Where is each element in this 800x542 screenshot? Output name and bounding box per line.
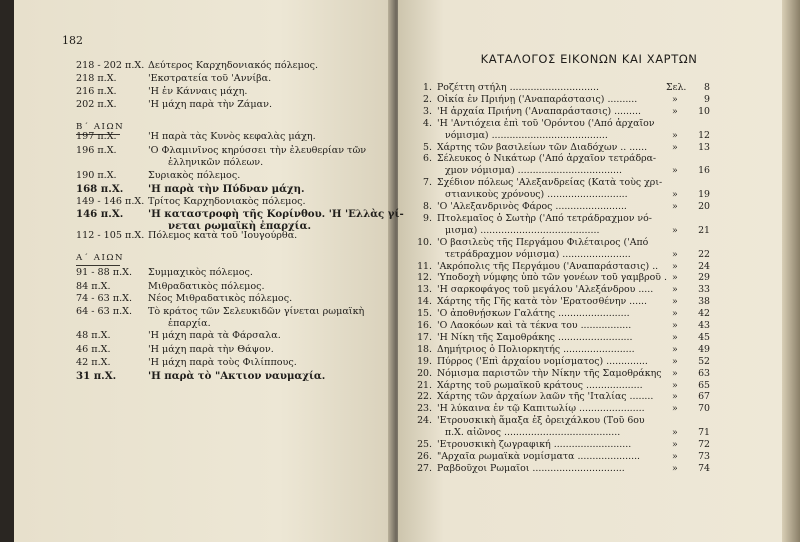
item-page: 74 bbox=[698, 462, 710, 474]
event-text: 'Εκστρατεία τοῦ 'Αννίβα. bbox=[148, 73, 272, 84]
event-date: 168 π.Χ. bbox=[76, 183, 124, 195]
item-title: Πύρρος ('Επὶ ἀρχαίου νομίσματος) .............. bbox=[437, 355, 648, 367]
item-number: 18. bbox=[417, 343, 432, 355]
ditto-mark: » bbox=[672, 462, 678, 474]
catalog-title: ΚΑΤΑΛΟΓΟΣ ΕΙΚΟΝΩΝ ΚΑΙ ΧΑΡΤΩΝ bbox=[480, 52, 698, 66]
item-page: 16 bbox=[698, 165, 710, 177]
item-number: 21. bbox=[417, 379, 432, 391]
item-page: 72 bbox=[698, 439, 710, 450]
item-title: Χάρτης τῶν βασιλείων τῶν Διαδόχων .. ...... bbox=[437, 141, 648, 153]
century-heading: Α΄ ΑΙΩΝ bbox=[76, 253, 124, 263]
event-date: 202 π.Χ. bbox=[76, 99, 117, 110]
item-title: 'Ο Λαοκόων καὶ τὰ τέκνα του ................. bbox=[437, 320, 632, 331]
item-page: 24 bbox=[698, 260, 710, 272]
item-title-continued: μισμα) ........................................ bbox=[445, 224, 600, 236]
item-number: 1. bbox=[423, 82, 432, 93]
item-number: 6. bbox=[423, 153, 432, 165]
item-number: 11. bbox=[417, 260, 432, 272]
event-text: 'Η παρὰ τὴν Πύδναν μάχη. bbox=[148, 183, 305, 195]
event-date: 149 - 146 π.Χ. bbox=[76, 196, 145, 207]
item-title: 'Η Νίκη τῆς Σαμοθράκης ......................... bbox=[437, 331, 633, 343]
item-title: "Αρχαῖα ρωμαϊκὰ νομίσματα ..................... bbox=[437, 450, 641, 462]
item-number: 5. bbox=[423, 141, 432, 153]
ditto-mark: » bbox=[672, 439, 678, 450]
item-number: 27. bbox=[417, 462, 432, 474]
event-text: 'Ο Φλαμινῖνος κηρύσσει τὴν ἐλευθερίαν τῶν bbox=[148, 145, 367, 156]
item-title: 'Η ἀρχαία Πριήνη ('Αναπαράστασις) ......... bbox=[437, 105, 641, 117]
item-number: 2. bbox=[423, 93, 432, 105]
event-date: 64 - 63 π.Χ. bbox=[76, 306, 133, 317]
item-page: 45 bbox=[698, 331, 710, 343]
item-page: 71 bbox=[698, 427, 710, 439]
item-page: 20 bbox=[698, 201, 710, 212]
event-text: Δεύτερος Καρχηδονιακός πόλεμος. bbox=[148, 60, 319, 71]
item-number: 4. bbox=[423, 117, 432, 129]
item-title-continued: στιανικοὺς χρόνους) ........................... bbox=[445, 189, 628, 201]
event-text: 'Η μάχη παρὰ τοὺς Φιλίππους. bbox=[148, 357, 297, 368]
event-text: Τὸ κράτος τῶν Σελευκιδῶν γίνεται ρωμαϊκὴ bbox=[148, 306, 365, 317]
ditto-mark: » bbox=[672, 391, 678, 403]
item-page: 21 bbox=[698, 224, 710, 236]
item-page: 29 bbox=[698, 272, 710, 284]
ditto-mark: » bbox=[672, 284, 678, 296]
item-title: 'Ο ἀποθνῄσκων Γαλάτης ........................ bbox=[437, 308, 630, 320]
item-title: Χάρτης τοῦ ρωμαϊκοῦ κράτους ................... bbox=[437, 379, 643, 391]
event-text: Συριακὸς πόλεμος. bbox=[148, 170, 241, 181]
ditto-mark: » bbox=[672, 165, 678, 177]
item-title: 'Ο βασιλεὺς τῆς Περγάμου Φιλέταιρος ('Από bbox=[437, 236, 649, 248]
event-date: 146 π.Χ. bbox=[76, 208, 124, 220]
event-date: 42 π.Χ. bbox=[76, 357, 111, 368]
item-title: Ραβδοῦχοι Ρωμαῖοι ............................... bbox=[437, 462, 625, 474]
item-title-continued: χμον νόμισμα) ................................... bbox=[445, 165, 622, 177]
item-page: 12 bbox=[698, 129, 710, 141]
event-text: 'Η παρὰ τὸ "Ακτιον ναυμαχία. bbox=[148, 370, 326, 382]
item-page: 13 bbox=[698, 141, 710, 153]
item-page: 63 bbox=[698, 367, 710, 379]
ditto-mark: » bbox=[672, 367, 678, 379]
item-page: 43 bbox=[698, 320, 710, 331]
event-date: 196 π.Χ. bbox=[76, 145, 117, 156]
item-title-continued: π.Χ. αἰῶνος ....................................... bbox=[445, 427, 621, 439]
ditto-mark: » bbox=[672, 379, 678, 391]
item-number: 12. bbox=[417, 272, 432, 284]
item-number: 13. bbox=[417, 284, 432, 296]
item-page: 49 bbox=[698, 343, 710, 355]
item-title: Νόμισμα παριστῶν τὴν Νίκην τῆς Σαμοθράκης bbox=[437, 367, 662, 379]
item-title: 'Ετρουσκικὴ ἅμαξα ἐξ ὀρειχάλκου (Τοῦ 6ου bbox=[437, 415, 645, 427]
event-date: 46 π.Χ. bbox=[76, 344, 111, 355]
item-title: Πτολεμαῖος ὁ Σωτὴρ ('Από τετράδραχμον νό- bbox=[437, 212, 652, 224]
item-page: 70 bbox=[698, 403, 710, 415]
ditto-mark: » bbox=[672, 450, 678, 462]
item-title-continued: τετράδραχμον νόμισμα) ....................... bbox=[445, 248, 631, 260]
ditto-mark: » bbox=[672, 189, 678, 201]
item-title: 'Ο 'Αλεξανδρινὸς Φάρος ........................ bbox=[437, 201, 627, 212]
item-page: 67 bbox=[698, 391, 710, 403]
item-number: 14. bbox=[417, 296, 432, 308]
item-page: 22 bbox=[698, 248, 710, 260]
item-title: Χάρτης τῶν ἀρχαίων λαῶν τῆς 'Ιταλίας ........ bbox=[437, 391, 654, 403]
ditto-mark: » bbox=[672, 105, 678, 117]
item-page: 52 bbox=[698, 355, 710, 367]
event-date: 112 - 105 π.Χ. bbox=[76, 230, 145, 241]
item-page: 8 bbox=[704, 82, 710, 93]
ditto-mark: » bbox=[672, 355, 678, 367]
item-title: 'Ακρόπολις τῆς Περγάμου ('Αναπαράστασις) .. bbox=[437, 260, 659, 272]
item-title: 'Η 'Αντιόχεια ἐπὶ τοῦ 'Ορόντου ('Από ἀρχαῖον bbox=[437, 117, 655, 129]
item-page: 38 bbox=[698, 296, 710, 308]
item-title: Σχέδιον πόλεως 'Αλεξανδρείας (Κατὰ τοὺς χρι- bbox=[437, 177, 663, 189]
event-date: 91 - 88 π.Χ. bbox=[76, 267, 133, 278]
item-page: 19 bbox=[698, 189, 710, 201]
item-title: Οἰκία ἐν Πριήνῃ ('Αναπαράστασις) .......... bbox=[437, 93, 638, 105]
ditto-mark: » bbox=[672, 93, 678, 105]
page-number: 182 bbox=[62, 34, 83, 47]
item-number: 8. bbox=[423, 201, 432, 212]
item-number: 17. bbox=[417, 331, 432, 343]
heading-rule bbox=[76, 265, 120, 266]
event-date: 84 π.Χ. bbox=[76, 281, 111, 292]
item-title: Ροζέττη στήλη .............................. bbox=[437, 82, 600, 93]
item-number: 15. bbox=[417, 308, 432, 320]
event-text: Τρίτος Καρχηδονιακὸς πόλεμος. bbox=[148, 196, 306, 207]
ditto-mark: » bbox=[672, 320, 678, 331]
event-text: 'Η παρὰ τὰς Κυνὸς κεφαλὰς μάχη. bbox=[148, 131, 316, 142]
ditto-mark: » bbox=[672, 272, 678, 284]
page-column-header: Σελ. bbox=[666, 82, 687, 93]
item-number: 3. bbox=[423, 105, 432, 117]
item-page: 33 bbox=[698, 284, 710, 296]
item-number: 24. bbox=[417, 415, 432, 427]
event-text: Μιθραδατικὸς πόλεμος. bbox=[148, 281, 265, 292]
event-date: 190 π.Χ. bbox=[76, 170, 117, 181]
item-number: 19. bbox=[417, 355, 432, 367]
event-text-continued: ἐπαρχία. bbox=[168, 318, 211, 329]
ditto-mark: » bbox=[672, 141, 678, 153]
item-number: 26. bbox=[417, 450, 432, 462]
ditto-mark: » bbox=[672, 248, 678, 260]
ditto-mark: » bbox=[672, 224, 678, 236]
item-page: 9 bbox=[704, 93, 710, 105]
event-date: 197 π.Χ. bbox=[76, 131, 117, 142]
item-title: 'Η σαρκοφάγος τοῦ μεγάλου 'Αλεξάνδρου ..... bbox=[437, 284, 654, 296]
item-title: Χάρτης τῆς Γῆς κατὰ τὸν 'Ερατοσθένην ...... bbox=[437, 296, 648, 308]
event-text: 'Η μάχη παρὰ τὴν Θάψον. bbox=[148, 344, 274, 355]
event-text-continued: ἑλληνικῶν πόλεων. bbox=[168, 157, 264, 168]
ditto-mark: » bbox=[672, 343, 678, 355]
item-number: 23. bbox=[417, 403, 432, 415]
event-date: 218 - 202 π.Χ. bbox=[76, 60, 145, 71]
event-text: 'Η μάχη παρὰ τὰ Φάρσαλα. bbox=[148, 330, 281, 341]
century-heading: Β΄ ΑΙΩΝ bbox=[76, 122, 125, 132]
item-number: 20. bbox=[417, 367, 432, 379]
item-number: 9. bbox=[423, 212, 432, 224]
event-text: Συμμαχικὸς πόλεμος. bbox=[148, 267, 253, 278]
ditto-mark: » bbox=[672, 403, 678, 415]
event-text: 'Η μάχη παρὰ τὴν Ζάμαν. bbox=[148, 99, 273, 110]
item-title: 'Ετρουσκικὴ ζωγραφική .......................... bbox=[437, 439, 632, 450]
page-edge bbox=[782, 0, 800, 542]
ditto-mark: » bbox=[672, 296, 678, 308]
item-title: Δημήτριος ὁ Πολιορκητής ........................ bbox=[437, 343, 635, 355]
ditto-mark: » bbox=[672, 201, 678, 212]
event-date: 74 - 63 π.Χ. bbox=[76, 293, 133, 304]
ditto-mark: » bbox=[672, 427, 678, 439]
item-title: 'Η λύκαινα ἐν τῷ Καπιτωλίῳ ...................... bbox=[437, 403, 645, 415]
item-title: Σέλευκος ὁ Νικάτωρ ('Από ἀρχαῖον τετράδρα- bbox=[437, 153, 657, 165]
event-text: Νέος Μιθραδατικὸς πόλεμος. bbox=[148, 293, 293, 304]
item-number: 16. bbox=[417, 320, 432, 331]
item-page: 73 bbox=[698, 450, 710, 462]
item-title-continued: νόμισμα) ....................................... bbox=[445, 129, 608, 141]
item-number: 7. bbox=[423, 177, 432, 189]
event-date: 31 π.Χ. bbox=[76, 370, 117, 382]
item-page: 42 bbox=[698, 308, 710, 320]
item-title: 'Υποδοχὴ νύμφης ὑπὸ τῶν γονέων τοῦ γαμβροῦ . bbox=[437, 272, 667, 284]
item-page: 65 bbox=[698, 379, 710, 391]
item-number: 25. bbox=[417, 439, 432, 450]
item-page: 10 bbox=[698, 105, 710, 117]
ditto-mark: » bbox=[672, 260, 678, 272]
event-date: 218 π.Χ. bbox=[76, 73, 117, 84]
event-text: Πόλεμος κατὰ τοῦ 'Ιουγούρθα. bbox=[148, 230, 298, 241]
ditto-mark: » bbox=[672, 331, 678, 343]
ditto-mark: » bbox=[672, 308, 678, 320]
item-number: 22. bbox=[417, 391, 432, 403]
ditto-mark: » bbox=[672, 129, 678, 141]
item-number: 10. bbox=[417, 236, 432, 248]
event-text-continued: νεται ρωμαϊκὴ ἐπαρχία. bbox=[168, 220, 312, 232]
event-text: 'Η καταστροφὴ τῆς Κορίνθου. 'Η 'Ελλὰς γί- bbox=[148, 208, 404, 220]
event-date: 216 π.Χ. bbox=[76, 86, 117, 97]
event-date: 48 π.Χ. bbox=[76, 330, 111, 341]
event-text: 'Η ἐν Κάνναις μάχη. bbox=[148, 86, 248, 97]
